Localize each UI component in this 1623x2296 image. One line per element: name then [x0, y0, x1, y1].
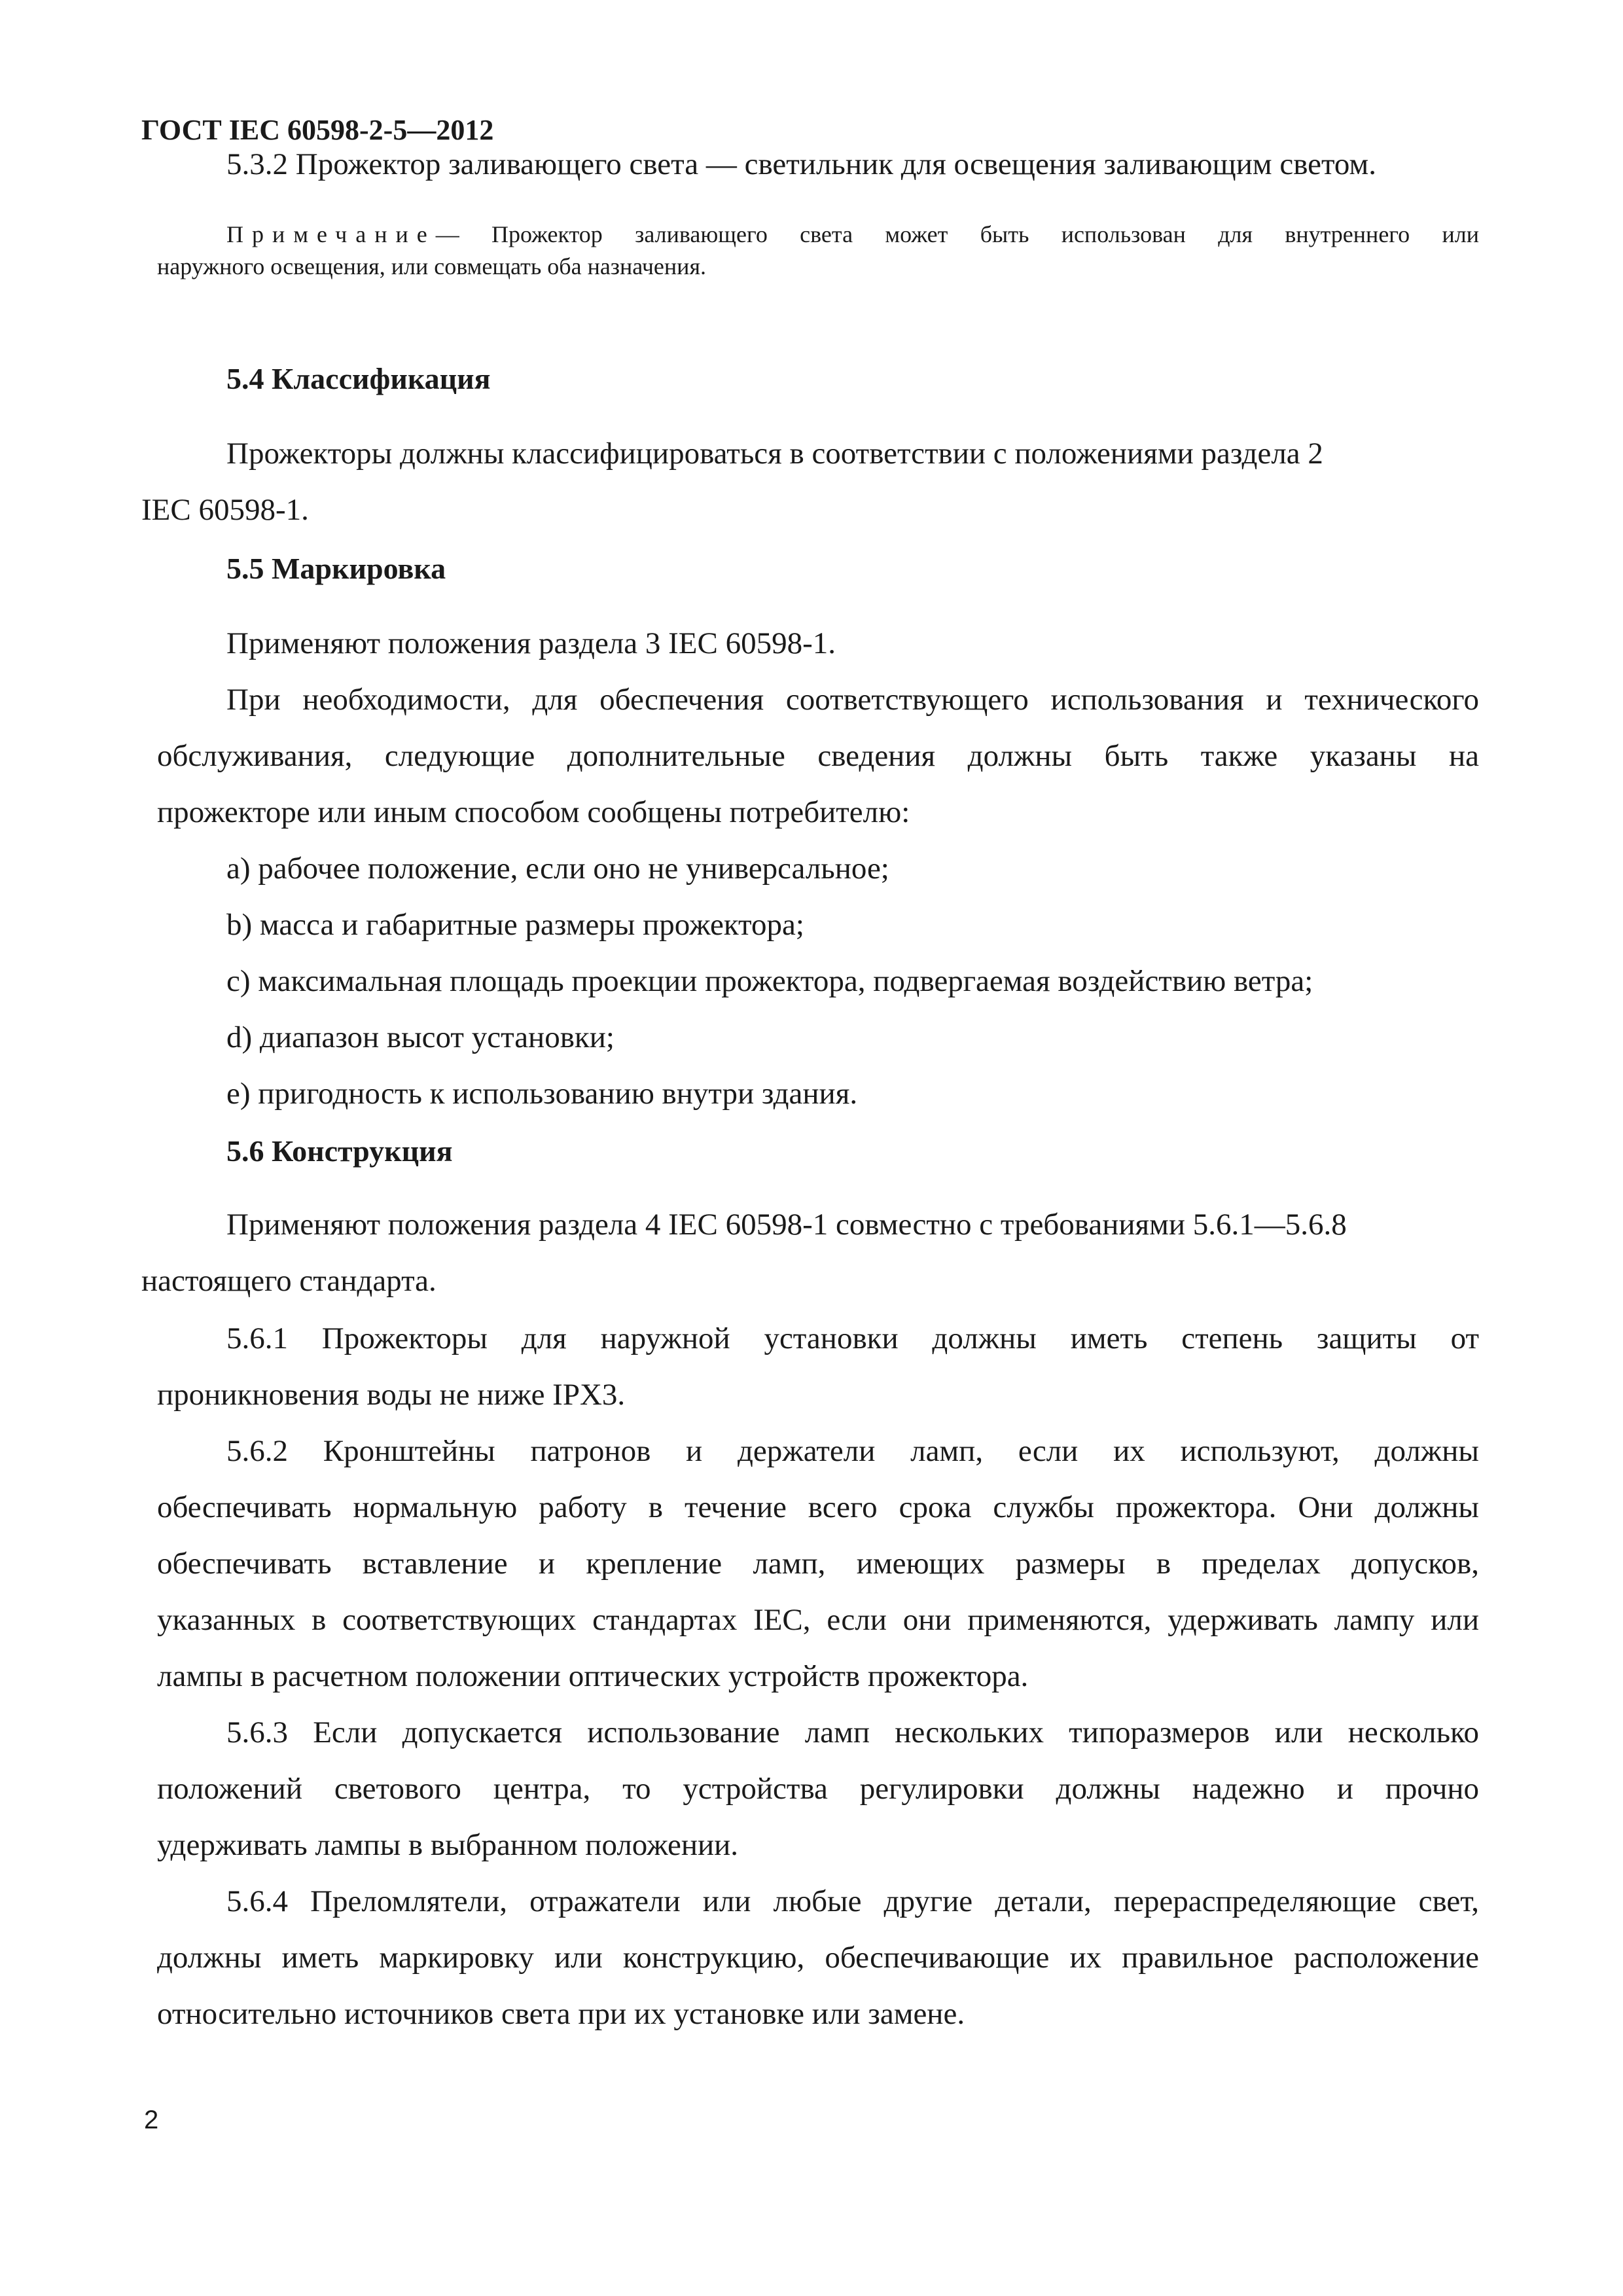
note-line-1: Примечание— Прожектор заливающего света может быть использован для внутреннего или	[226, 221, 1479, 247]
list-item-d: d) диапазон высот установки;	[226, 1020, 615, 1054]
paragraph-5-6-line-1: Применяют положения раздела 4 IEC 60598-1 совместно с требованиями 5.6.1—5.6.8	[226, 1208, 1347, 1242]
list-item-c: c) максимальная площадь проекции прожектора, подвергаемая воздействию ветра;	[226, 964, 1313, 998]
list-item-b: b) масса и габаритные размеры прожектора;	[226, 908, 804, 942]
clause-5-6-4-line-2: должны иметь маркировку или конструкцию, обеспечивающие их правильное расположение	[157, 1941, 1479, 1975]
paragraph-5-5-2-line-1: При необходимости, для обеспечения соответствующего использования и технического	[226, 683, 1479, 717]
clause-5-6-4-line-1: 5.6.4 Преломлятели, отражатели или любые другие детали, перераспределяющие свет,	[226, 1884, 1479, 1918]
paragraph-5-4-line-2: IEC 60598-1.	[141, 493, 309, 527]
paragraph-5-6-line-2: настоящего стандарта.	[141, 1264, 437, 1298]
section-heading-5-5: 5.5 Маркировка	[226, 552, 446, 585]
section-heading-5-6: 5.6 Конструкция	[226, 1134, 453, 1168]
paragraph-5-5-1: Применяют положения раздела 3 IEC 60598-1.	[226, 626, 836, 660]
clause-5-6-1-line-2: проникновения воды не ниже IPX3.	[157, 1378, 626, 1412]
list-item-e: e) пригодность к использованию внутри здания.	[226, 1077, 858, 1111]
clause-5-6-3-line-1: 5.6.3 Если допускается использование ламп нескольких типоразмеров или несколько	[226, 1715, 1479, 1749]
clause-5-6-2-line-1: 5.6.2 Кронштейны патронов и держатели ламп, если их используют, должны	[226, 1434, 1479, 1468]
clause-5-6-2-line-2: обеспечивать нормальную работу в течение всего срока службы прожектора. Они должны	[157, 1490, 1479, 1524]
page-number: 2	[144, 2106, 159, 2134]
list-item-a: a) рабочее положение, если оно не универсальное;	[226, 852, 889, 886]
clause-5-6-2-line-3: обеспечивать вставление и крепление ламп, имеющих размеры в пределах допусков,	[157, 1547, 1479, 1581]
document-header: ГОСТ IEC 60598-2-5—2012	[141, 114, 494, 146]
clause-5-6-3-line-2: положений светового центра, то устройства регулировки должны надежно и прочно	[157, 1772, 1479, 1806]
clause-5-6-2-line-5: лампы в расчетном положении оптических устройств прожектора.	[157, 1659, 1029, 1693]
paragraph-5-5-2-line-3: прожекторе или иным способом сообщены потребителю:	[157, 795, 910, 829]
note-label: Примечание	[226, 221, 436, 247]
clause-5-3-2: 5.3.2 Прожектор заливающего света — светильник для освещения заливающим светом.	[226, 147, 1376, 181]
clause-5-6-4-line-3: относительно источников света при их установке или замене.	[157, 1997, 965, 2031]
clause-5-6-2-line-4: указанных в соответствующих стандартах IEC, если они применяются, удерживать лампу или	[157, 1603, 1479, 1637]
paragraph-5-5-2-line-2: обслуживания, следующие дополнительные сведения должны быть также указаны на	[157, 739, 1479, 773]
note-line-2: наружного освещения, или совмещать оба назначения.	[157, 253, 707, 279]
section-heading-5-4: 5.4 Классификация	[226, 362, 491, 395]
clause-5-6-1-line-1: 5.6.1 Прожекторы для наружной установки должны иметь степень защиты от	[226, 1321, 1479, 1355]
clause-5-6-3-line-3: удерживать лампы в выбранном положении.	[157, 1828, 739, 1862]
paragraph-5-4-line-1: Прожекторы должны классифицироваться в соответствии с положениями раздела 2	[226, 437, 1323, 471]
